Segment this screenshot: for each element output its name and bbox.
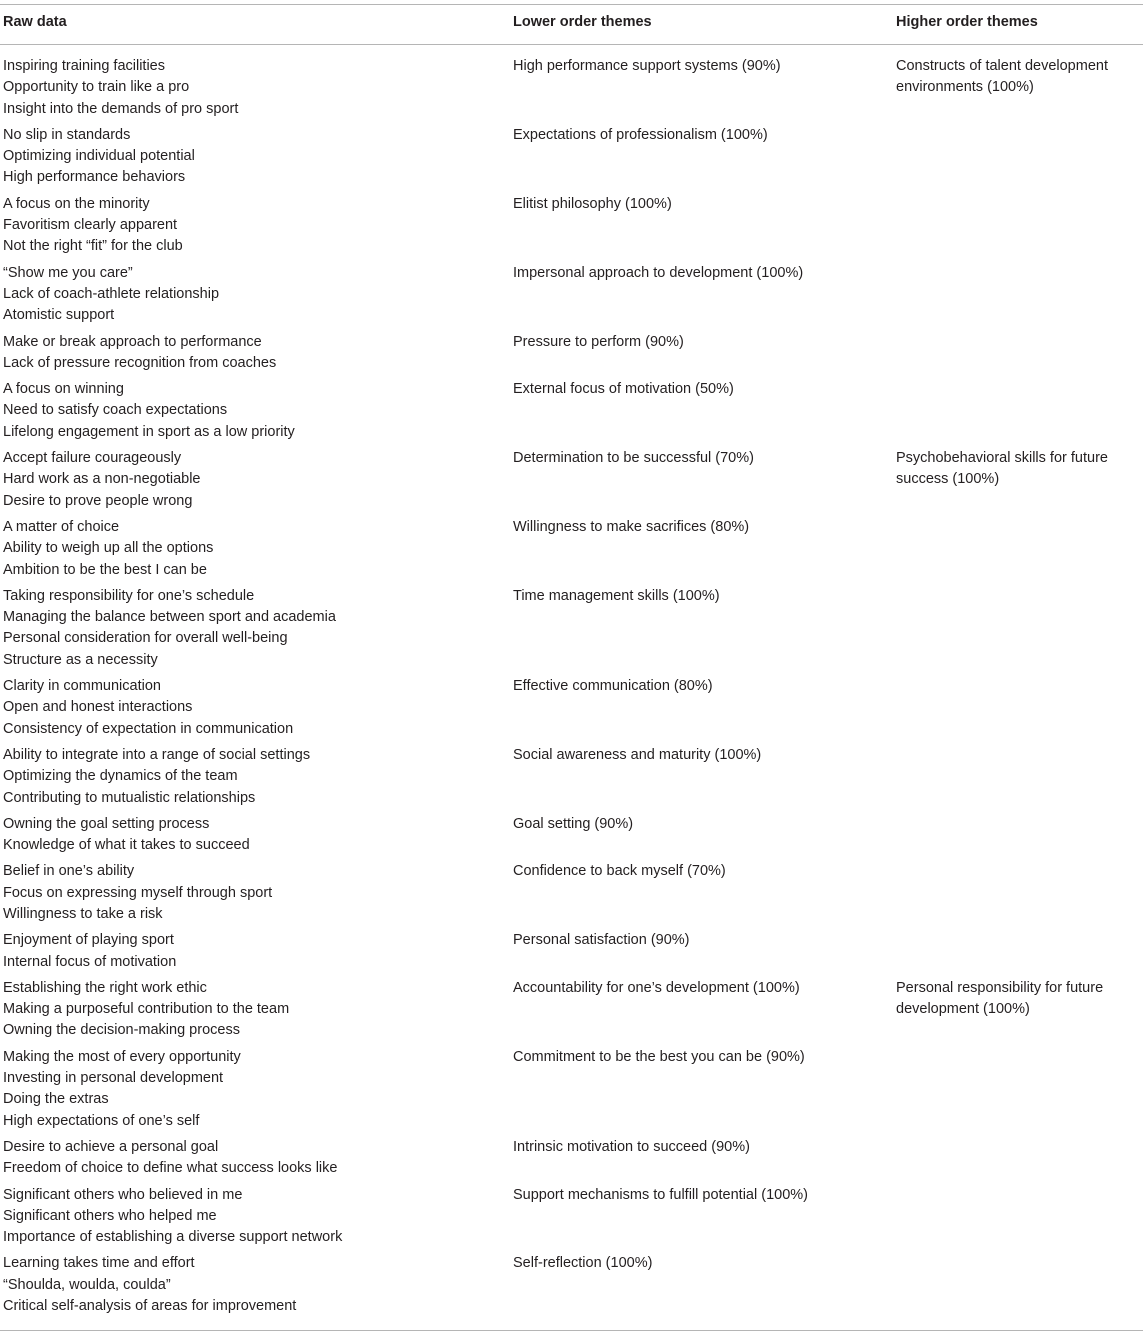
table-row <box>0 676 1143 745</box>
raw-data-cell <box>3 814 503 857</box>
lower-order-theme-cell: Support mechanisms to fulfill potential (100%) <box>513 1186 808 1203</box>
lower-order-theme-cell: Impersonal approach to development (100%) <box>513 264 804 281</box>
raw-data-item: Desire to achieve a personal goal <box>3 1138 219 1155</box>
lower-order-theme-cell: Intrinsic motivation to succeed (90%) <box>513 1138 750 1155</box>
raw-data-item: Owning the decision-making process <box>3 1022 240 1039</box>
raw-data-cell <box>3 978 503 1042</box>
raw-data-item: Establishing the right work ethic <box>3 979 207 996</box>
lower-order-theme-cell: High performance support systems (90%) <box>513 58 781 74</box>
raw-data-cell <box>3 125 503 189</box>
table-bottom-rule <box>0 1330 1143 1331</box>
lower-order-theme-cell: External focus of motivation (50%) <box>513 381 734 398</box>
lower-order-theme-cell: Goal setting (90%) <box>513 815 634 832</box>
raw-data-item: Favoritism clearly apparent <box>3 217 178 234</box>
lower-order-theme-cell: Personal satisfaction (90%) <box>513 932 690 949</box>
raw-data-item: “Shoulda, woulda, coulda” <box>3 1276 171 1293</box>
raw-data-item: Freedom of choice to define what success looks like <box>3 1160 338 1177</box>
raw-data-item: Atomistic support <box>3 307 115 324</box>
raw-data-cell <box>3 379 503 443</box>
lower-order-theme-cell: Effective communication (80%) <box>513 678 713 695</box>
table-row <box>0 978 1143 1047</box>
raw-data-cell <box>3 1047 503 1132</box>
lower-order-theme-cell: Pressure to perform (90%) <box>513 333 684 350</box>
raw-data-item: Critical self-analysis of areas for improvement <box>3 1298 297 1315</box>
raw-data-cell <box>3 745 503 809</box>
raw-data-cell <box>3 332 503 375</box>
table-row <box>0 448 1143 517</box>
raw-data-item: Hard work as a non-negotiable <box>3 471 201 488</box>
lower-order-theme-cell: Willingness to make sacrifices (80%) <box>513 518 750 535</box>
table-row <box>0 332 1143 380</box>
raw-data-item: Opportunity to train like a pro <box>3 79 190 96</box>
raw-data-item: Desire to prove people wrong <box>3 492 193 509</box>
table-row <box>0 930 1143 978</box>
raw-data-item: High expectations of one’s self <box>3 1112 200 1129</box>
table-row <box>0 379 1143 448</box>
raw-data-item: A focus on winning <box>3 381 124 398</box>
raw-data-item: Doing the extras <box>3 1091 109 1108</box>
table-row <box>0 586 1143 676</box>
raw-data-cell <box>3 1185 503 1249</box>
table-row <box>0 125 1143 194</box>
raw-data-item: Making a purposeful contribution to the team <box>3 1001 290 1018</box>
raw-data-item: Optimizing the dynamics of the team <box>3 768 238 785</box>
table-row <box>0 56 1143 125</box>
raw-data-item: Focus on expressing myself through sport <box>3 884 273 901</box>
raw-data-item: Lifelong engagement in sport as a low priority <box>3 423 295 440</box>
raw-data-item: Insight into the demands of pro sport <box>3 100 239 117</box>
raw-data-item: Contributing to mutualistic relationships <box>3 789 256 806</box>
raw-data-item: Ability to integrate into a range of social settings <box>3 746 311 763</box>
table-row <box>0 861 1143 930</box>
raw-data-item: Belief in one’s ability <box>3 863 135 880</box>
raw-data-item: Clarity in communication <box>3 678 161 695</box>
table-header-rule <box>0 44 1143 45</box>
table-header-row <box>0 14 1143 36</box>
raw-data-item: Not the right “fit” for the club <box>3 238 183 255</box>
table-row <box>0 745 1143 814</box>
raw-data-cell <box>3 56 503 120</box>
raw-data-item: Enjoyment of playing sport <box>3 932 174 949</box>
raw-data-item: Significant others who believed in me <box>3 1186 243 1203</box>
higher-order-theme-cell: Personal responsibility for future development (100%) <box>896 979 1104 1018</box>
raw-data-item: A focus on the minority <box>3 195 150 212</box>
table-row <box>0 1047 1143 1137</box>
lower-order-theme-cell: Elitist philosophy (100%) <box>513 195 672 212</box>
raw-data-cell <box>3 586 503 671</box>
raw-data-item: High performance behaviors <box>3 169 186 186</box>
raw-data-item: Ability to weigh up all the options <box>3 540 214 557</box>
raw-data-cell <box>3 930 503 973</box>
raw-data-item: “Show me you care” <box>3 264 133 281</box>
table-row <box>0 814 1143 862</box>
raw-data-item: Investing in personal development <box>3 1070 224 1087</box>
raw-data-item: Learning takes time and effort <box>3 1255 195 1272</box>
header-raw-data: Raw data <box>3 14 67 30</box>
raw-data-item: Accept failure courageously <box>3 450 182 467</box>
raw-data-cell <box>3 861 503 925</box>
raw-data-cell <box>3 448 503 512</box>
table-row <box>0 194 1143 263</box>
raw-data-item: Internal focus of motivation <box>3 953 177 970</box>
raw-data-item: Managing the balance between sport and academia <box>3 609 336 626</box>
raw-data-item: Willingness to take a risk <box>3 905 163 922</box>
higher-order-theme-cell: Psychobehavioral skills for future success (100%) <box>896 450 1108 488</box>
lower-order-theme-cell: Self-reflection (100%) <box>513 1255 653 1272</box>
higher-order-theme-cell: Constructs of talent development environments (100%) <box>896 58 1108 96</box>
raw-data-item: Ambition to be the best I can be <box>3 561 207 578</box>
raw-data-item: Lack of pressure recognition from coaches <box>3 354 277 371</box>
raw-data-cell <box>3 1137 503 1180</box>
raw-data-item: Make or break approach to performance <box>3 333 262 350</box>
raw-data-cell <box>3 263 503 327</box>
table-row <box>0 1185 1143 1254</box>
raw-data-item: Personal consideration for overall well-being <box>3 630 288 647</box>
lower-order-theme-cell: Determination to be successful (70%) <box>513 450 754 467</box>
raw-data-item: Need to satisfy coach expectations <box>3 402 228 419</box>
table-top-rule <box>0 4 1143 5</box>
raw-data-item: Importance of establishing a diverse support network <box>3 1229 343 1246</box>
table-body <box>0 56 1143 1322</box>
lower-order-theme-cell: Commitment to be the best you can be (90%) <box>513 1048 805 1065</box>
header-higher-order-themes: Higher order themes <box>896 14 1038 30</box>
raw-data-item: No slip in standards <box>3 126 131 143</box>
raw-data-item: Structure as a necessity <box>3 651 158 668</box>
lower-order-theme-cell: Expectations of professionalism (100%) <box>513 126 768 143</box>
raw-data-cell <box>3 1253 503 1317</box>
raw-data-item: Inspiring training facilities <box>3 58 165 74</box>
lower-order-theme-cell: Social awareness and maturity (100%) <box>513 746 762 763</box>
raw-data-item: Knowledge of what it takes to succeed <box>3 837 250 854</box>
raw-data-item: Open and honest interactions <box>3 699 193 716</box>
raw-data-item: Making the most of every opportunity <box>3 1048 241 1065</box>
raw-data-item: A matter of choice <box>3 518 120 535</box>
raw-data-item: Lack of coach-athlete relationship <box>3 285 220 302</box>
table-row <box>0 1137 1143 1185</box>
lower-order-theme-cell: Time management skills (100%) <box>513 587 720 604</box>
table-row <box>0 263 1143 332</box>
lower-order-theme-cell: Accountability for one’s development (100%) <box>513 979 800 996</box>
raw-data-item: Optimizing individual potential <box>3 148 195 165</box>
raw-data-cell <box>3 517 503 581</box>
raw-data-item: Significant others who helped me <box>3 1207 217 1224</box>
raw-data-cell <box>3 676 503 740</box>
raw-data-item: Owning the goal setting process <box>3 815 210 832</box>
raw-data-cell <box>3 194 503 258</box>
raw-data-item: Taking responsibility for one’s schedule <box>3 587 255 604</box>
lower-order-theme-cell: Confidence to back myself (70%) <box>513 863 726 880</box>
table-row <box>0 517 1143 586</box>
table-row <box>0 1253 1143 1322</box>
header-lower-order-themes: Lower order themes <box>513 14 652 30</box>
raw-data-item: Consistency of expectation in communication <box>3 720 294 737</box>
